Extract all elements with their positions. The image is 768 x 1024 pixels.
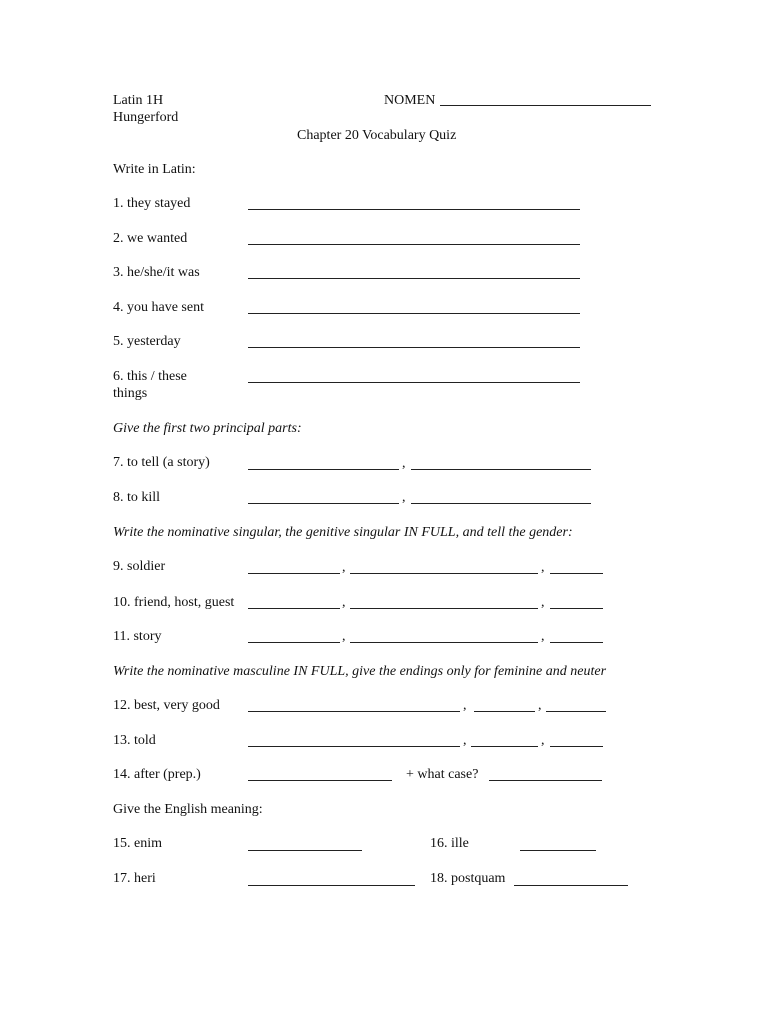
answer-1-field[interactable] (248, 209, 580, 210)
comma-separator: , (541, 560, 545, 575)
comma-separator: , (463, 733, 467, 748)
page-title: Chapter 20 Vocabulary Quiz (297, 128, 457, 143)
case-prompt-label: + what case? (406, 767, 479, 782)
question-15-label: 15. enim (113, 836, 162, 851)
comma-separator: , (541, 733, 545, 748)
section-english-heading: Give the English meaning: (113, 802, 263, 817)
answer-12c-field[interactable] (546, 711, 606, 712)
answer-12b-field[interactable] (474, 711, 535, 712)
question-4-label: 4. you have sent (113, 300, 204, 315)
answer-9c-field[interactable] (550, 573, 603, 574)
question-17-label: 17. heri (113, 871, 156, 886)
question-8-label: 8. to kill (113, 490, 161, 505)
answer-13a-field[interactable] (248, 746, 460, 747)
answer-5-field[interactable] (248, 347, 580, 348)
question-11-label: 11. story (113, 629, 162, 644)
answer-12a-field[interactable] (248, 711, 460, 712)
answer-7a-field[interactable] (248, 469, 399, 470)
comma-separator: , (538, 698, 542, 713)
comma-separator: , (463, 698, 467, 713)
question-6-label: 6. this / these (113, 369, 187, 384)
question-13-label: 13. told (113, 733, 156, 748)
name-field[interactable] (440, 105, 651, 106)
answer-11b-field[interactable] (350, 642, 538, 643)
question-2-label: 2. we wanted (113, 231, 188, 246)
answer-18-field[interactable] (514, 885, 628, 886)
section-principal-parts-heading: Give the first two principal parts: (113, 421, 302, 436)
answer-10b-field[interactable] (350, 608, 538, 609)
course-label: Latin 1H (113, 93, 164, 108)
teacher-label: Hungerford (113, 110, 179, 125)
question-7-label: 7. to tell (a story) (113, 455, 210, 470)
answer-10c-field[interactable] (550, 608, 603, 609)
answer-13b-field[interactable] (471, 746, 538, 747)
answer-8a-field[interactable] (248, 503, 399, 504)
answer-16-field[interactable] (520, 850, 596, 851)
section-nominative-genitive-heading: Write the nominative singular, the genitive singular IN FULL, and tell the gender: (113, 525, 573, 540)
answer-2-field[interactable] (248, 244, 580, 245)
answer-14-field[interactable] (248, 780, 392, 781)
name-label: NOMEN (384, 93, 436, 108)
answer-11c-field[interactable] (550, 642, 603, 643)
question-14-label: 14. after (prep.) (113, 767, 201, 782)
question-1-label: 1. they stayed (113, 196, 191, 211)
answer-15-field[interactable] (248, 850, 362, 851)
answer-9b-field[interactable] (350, 573, 538, 574)
section-nominative-masculine-heading: Write the nominative masculine IN FULL, give the endings only for feminine and neuter (113, 664, 607, 679)
question-10-label: 10. friend, host, guest (113, 595, 235, 610)
answer-8b-field[interactable] (411, 503, 591, 504)
comma-separator: , (342, 595, 346, 610)
answer-13c-field[interactable] (550, 746, 603, 747)
answer-3-field[interactable] (248, 278, 580, 279)
answer-9a-field[interactable] (248, 573, 340, 574)
comma-separator: , (402, 490, 406, 505)
question-18-label: 18. postquam (430, 871, 506, 886)
answer-17-field[interactable] (248, 885, 415, 886)
section-latin-heading: Write in Latin: (113, 162, 196, 177)
answer-6-field[interactable] (248, 382, 580, 383)
question-3-label: 3. he/she/it was (113, 265, 200, 280)
comma-separator: , (342, 629, 346, 644)
comma-separator: , (541, 629, 545, 644)
answer-7b-field[interactable] (411, 469, 591, 470)
answer-14-case-field[interactable] (489, 780, 602, 781)
question-16-label: 16. ille (430, 836, 469, 851)
comma-separator: , (402, 456, 406, 471)
question-5-label: 5. yesterday (113, 334, 181, 349)
answer-4-field[interactable] (248, 313, 580, 314)
comma-separator: , (342, 560, 346, 575)
question-12-label: 12. best, very good (113, 698, 220, 713)
question-6-label-cont: things (113, 386, 148, 401)
question-9-label: 9. soldier (113, 559, 166, 574)
answer-11a-field[interactable] (248, 642, 340, 643)
answer-10a-field[interactable] (248, 608, 340, 609)
comma-separator: , (541, 595, 545, 610)
